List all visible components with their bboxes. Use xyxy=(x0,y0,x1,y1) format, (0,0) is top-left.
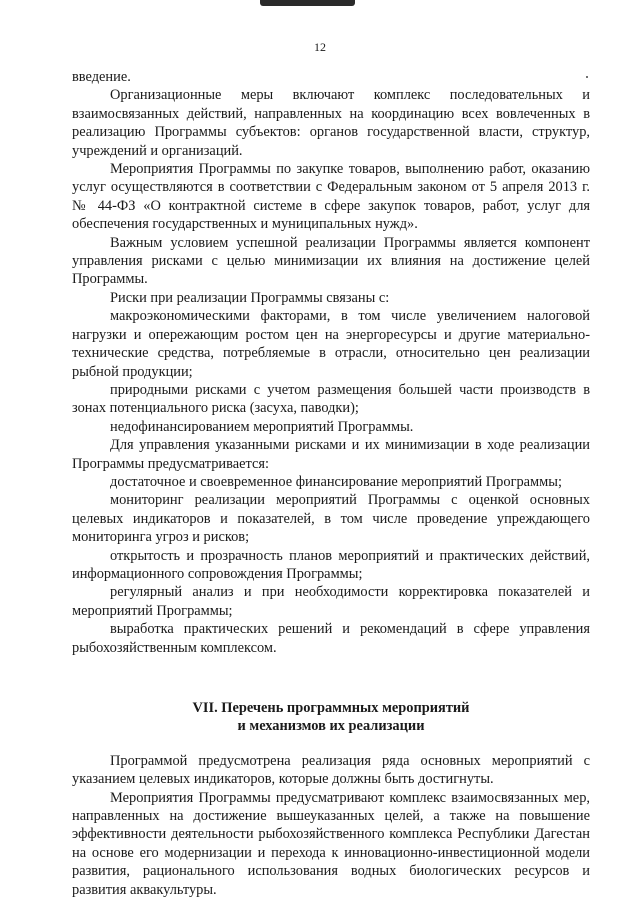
list-item: мониторинг реализации мероприятий Программы с оценкой основных целевых индикаторов и показателей, в том числе проведение упреждающего мониторинга угроз и рисков; xyxy=(72,492,590,546)
paragraph: Мероприятия Программы предусматривают комплекс взаимосвязанных мер, направленных на достижение вышеуказанных целей, а также на повышение эффективности деятельности рыбохозяйственного комплекса Республики Дагестан на основе его модернизации и перехода к инновационно-инвестиционной модели развития, рационального использования водных биологических ресурсов и развития аквакультуры. xyxy=(72,789,590,898)
list-item: выработка практических решений и рекомендаций в сфере управления рыбохозяйственным комплексом. xyxy=(72,621,590,656)
list-item: достаточное и своевременное финансирование мероприятий Программы; xyxy=(110,473,562,490)
list-item: регулярный анализ и при необходимости корректировка показателей и мероприятий Программы; xyxy=(72,584,590,619)
page-number: 12 xyxy=(314,40,326,54)
paragraph: Риски при реализации Программы связаны с: xyxy=(110,289,390,306)
section-heading-line: VII. Перечень программных мероприятий xyxy=(192,700,470,716)
section-heading-line: и механизмов их реализации xyxy=(237,718,425,735)
paragraph: Для управления указанными рисками и их минимизации в ходе реализации Программы предусматривается: xyxy=(72,437,590,472)
list-item: открытость и прозрачность планов мероприятий и практических действий, информационного сопровождения Программы; xyxy=(72,547,590,582)
list-item: макроэкономическими факторами, в том числе увеличением налоговой нагрузки и опережающим ростом цен на энергоресурсы и другие материально-технические средства, потребляемые в отрасли, относительно цен реализации рыбной продукции; xyxy=(72,308,590,380)
paragraph: введение. xyxy=(72,69,131,85)
section-heading xyxy=(72,699,590,736)
list-item: недофинансированием мероприятий Программы. xyxy=(110,418,414,435)
list-item: природными рисками с учетом размещения большей части производств в зонах потенциального риска (засуха, паводки); xyxy=(72,381,590,417)
paragraph: Организационные меры включают комплекс последовательных и взаимосвязанных действий, направленных на координацию всех вовлеченных в реализацию Программы субъектов: органов государственной власти, структур, учреждений и организаций. xyxy=(72,87,590,159)
scan-artifact xyxy=(260,0,355,6)
document-body xyxy=(72,68,590,899)
paragraph: Программой предусмотрена реализация ряда основных мероприятий с указанием целевых индикаторов, которые должны быть достигнуты. xyxy=(72,752,590,788)
paragraph: Важным условием успешной реализации Программы является компонент управления рисками с целью минимизации их влияния на достижение целей Программы. xyxy=(72,234,590,288)
paragraph: Мероприятия Программы по закупке товаров, выполнению работ, оказанию услуг осуществляются в соответствии с Федеральным законом от 5 апреля 2013 г. № 44-ФЗ «О контрактной системе в сфере закупок товаров, работ, услуг для обеспечения государственных и муниципальных нужд». xyxy=(72,161,590,233)
